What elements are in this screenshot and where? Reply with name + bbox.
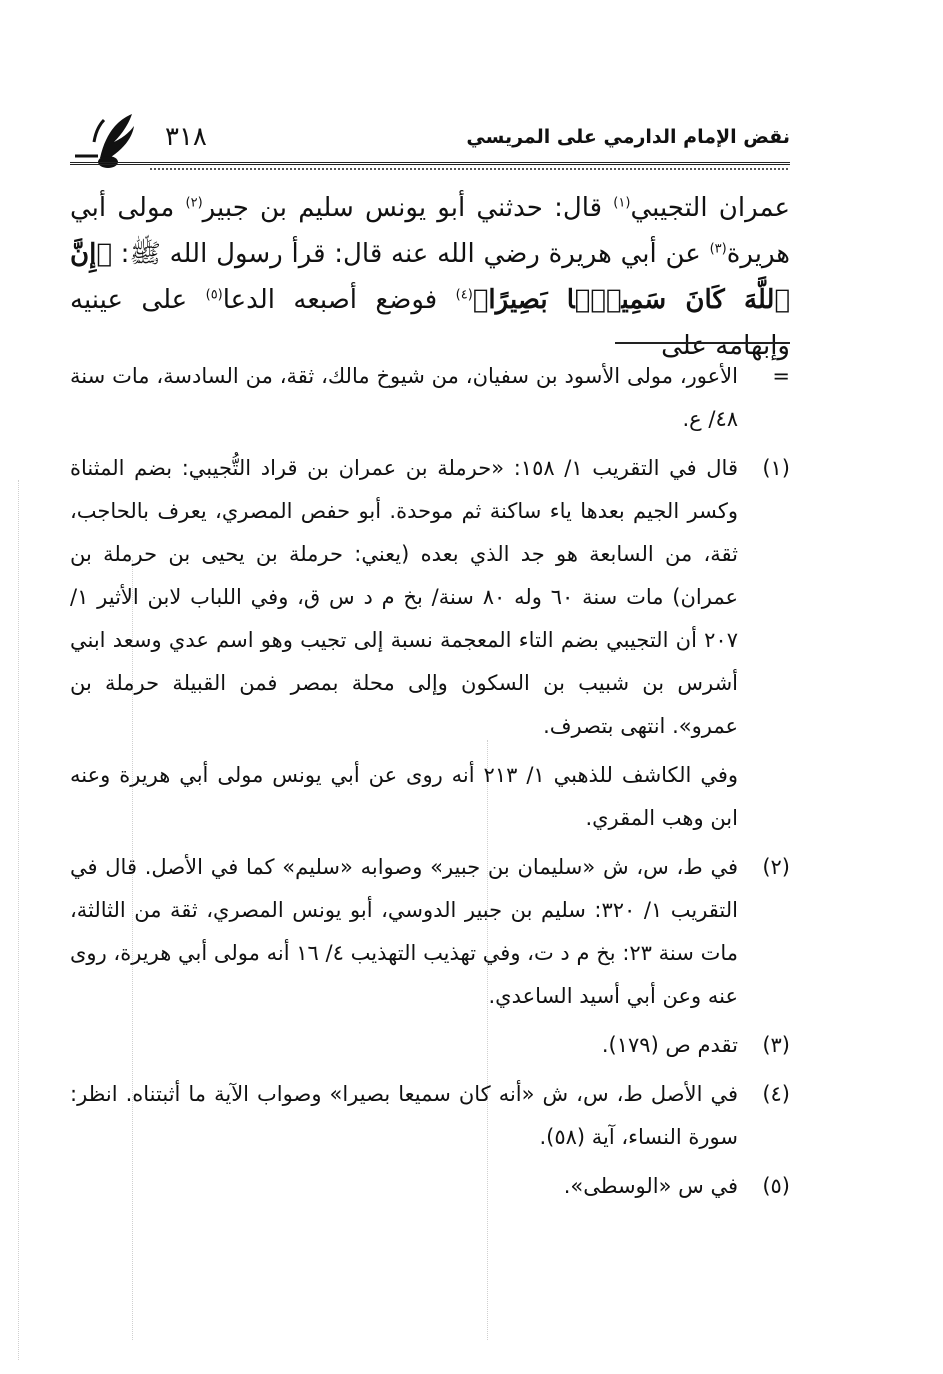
footnote-ref: (٢) bbox=[185, 195, 203, 211]
page-number: ٣١٨ bbox=[165, 122, 207, 152]
continuation-marker: = bbox=[772, 364, 790, 388]
footnote-5 bbox=[70, 1165, 790, 1208]
scan-artifact-line bbox=[18, 480, 19, 1360]
footnote-number: (٢) bbox=[762, 855, 790, 879]
footnote-text: في س «الوسطى». bbox=[563, 1174, 738, 1198]
footnote-text: تقدم ص (١٧٩). bbox=[601, 1033, 738, 1057]
footnote-text: الأعور، مولى الأسود بن سفيان، من شيوخ مالك، ثقة، من السادسة، مات سنة ٤٨/ ع. bbox=[70, 364, 738, 431]
footnote-number: (٥) bbox=[762, 1174, 790, 1198]
header-rule-dotted bbox=[150, 168, 790, 170]
footnote-4 bbox=[70, 1073, 790, 1159]
footnote-1 bbox=[70, 447, 790, 840]
footnote-ref: (٥) bbox=[205, 287, 223, 303]
main-text-segment: على عينيه وإبهامه على bbox=[70, 285, 790, 361]
footnote-divider bbox=[615, 342, 790, 344]
footnote-text: قال في التقريب ١/ ١٥٨: «حرملة بن عمران بن قراد التُّجيبي: بضم المثناة وكسر الجيم بعدها ياء ساكنة ثم موحدة. أبو حفص المصري، يعرف بالحاجب، ثقة، من السابعة هو جد الذي بعده (يعني: حرملة بن يحيى بن حرملة بن عمران) مات سنة ٦٠ وله ٨٠ سنة/ بخ م د س ق، وفي اللباب لابن الأثير ١/ ٢٠٧ أن التجيبي بضم التاء المعجمة نسبة إلى تجيب وهو اسم عدي وسعد ابني أشرس بن شبيب بن السكون وإلى محلة بمصر فمن القبيلة حرملة بن عمرو». انتهى بتصرف. bbox=[70, 456, 738, 738]
footnote-ref: (٤) bbox=[455, 287, 473, 303]
footnote-text: في ط، س، ش «سليمان بن جبير» وصوابه «سليم» كما في الأصل. قال في التقريب ١/ ٣٢٠: سليم بن جبير الدوسي، أبو يونس المصري، ثقة من الثالثة، مات سنة ٢٣: بخ م د ت، وفي تهذيب التهذيب ٤/ ١٦ أنه مولى أبي هريرة، روى عنه وعن أبي أسيد الساعدي. bbox=[70, 855, 738, 1008]
main-text-segment: قال: حدثني أبو يونس سليم بن جبير bbox=[202, 193, 614, 223]
running-header-title: نقض الإمام الدارمي على المريسي bbox=[466, 126, 790, 148]
footnote-text: وفي الكاشف للذهبي ١/ ٢١٣ أنه روى عن أبي يونس مولى أبي هريرة وعنه ابن وهب المقري. bbox=[70, 763, 738, 830]
footnote-2 bbox=[70, 846, 790, 1018]
quran-verse: ﴿إِنَّ ٱللَّهَ كَانَ سَمِيعًۢا بَصِيرًا﴾ bbox=[70, 239, 791, 315]
main-text-segment: مولى أبي هريرة bbox=[70, 193, 790, 269]
footnote-ref: (١) bbox=[613, 195, 631, 211]
footnote-text: في الأصل ط، س، ش «أنه كان سميعا بصيرا» وصواب الآية ما أثبتناه. انظر: سورة النساء، آية (٥٨). bbox=[70, 1082, 738, 1149]
footnote-ref: (٣) bbox=[709, 241, 727, 257]
footnote-number: (١) bbox=[762, 456, 790, 480]
footnotes bbox=[70, 355, 790, 1214]
main-text-segment: عن أبي هريرة رضي الله عنه قال: قرأ رسول الله ﷺ: bbox=[111, 239, 710, 269]
footnote-number: (٣) bbox=[762, 1033, 790, 1057]
footnote-number: (٤) bbox=[762, 1082, 790, 1106]
main-text-segment: فوضع أصبعه الدعا bbox=[222, 285, 456, 315]
footnote-continuation bbox=[70, 355, 790, 441]
main-text-segment: عمران التجيبي bbox=[630, 193, 790, 223]
footnote-3 bbox=[70, 1024, 790, 1067]
